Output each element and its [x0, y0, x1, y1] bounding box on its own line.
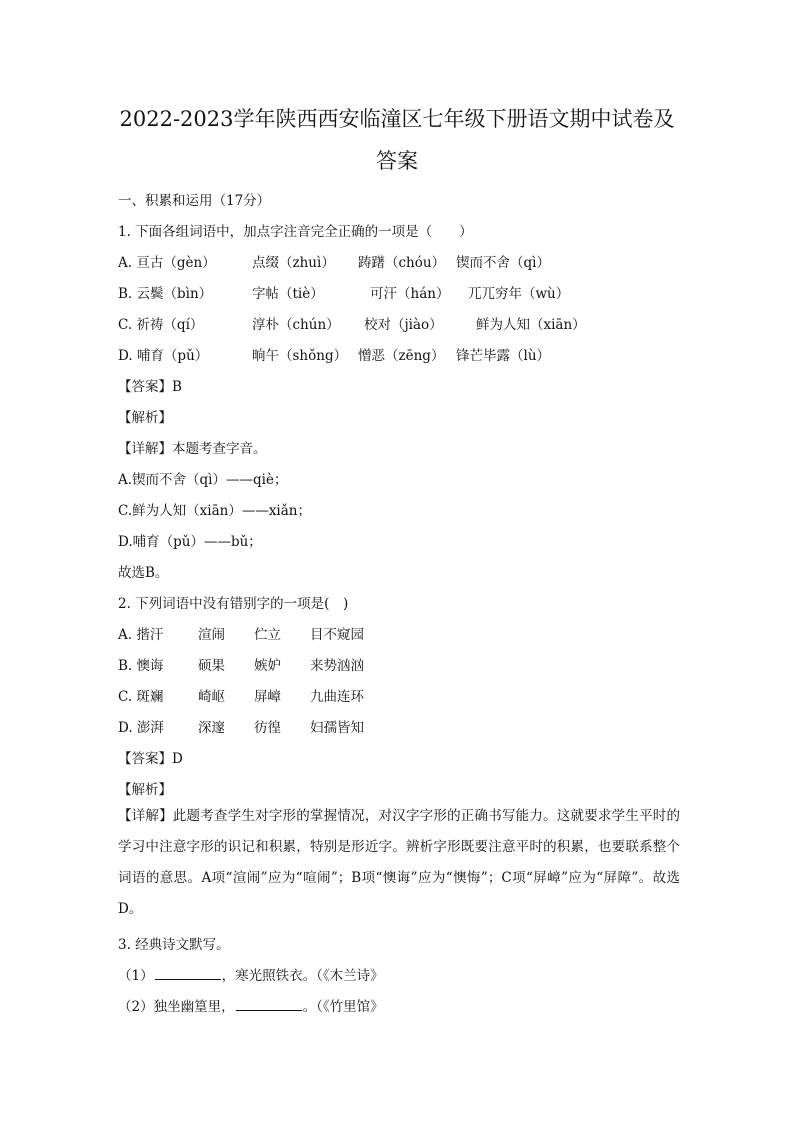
- q1-note: A.锲而不舍（qì）——qiè；: [118, 472, 288, 488]
- document-title: [100, 98, 694, 182]
- q1-option-b: [118, 282, 569, 302]
- q2-option-a: [118, 623, 364, 643]
- q1-detail: 【详解】本题考查字音。: [118, 441, 267, 457]
- item-text-after: ，寒光照铁衣。（《木兰诗》: [221, 968, 384, 984]
- q1-option-a: [118, 251, 550, 271]
- option-term: B. 懊诲: [118, 658, 164, 674]
- fill-blank[interactable]: [155, 967, 221, 980]
- q3-stem: 3. 经典诗文默写。: [118, 937, 230, 953]
- option-term: 伫立: [254, 627, 281, 643]
- option-term: D. 澎湃: [118, 720, 164, 736]
- item-number: （2）: [118, 999, 154, 1015]
- q2-detail-paragraph: 【详解】此题考查学生对字形的掌握情况，对汉字字形的正确书写能力。这就要求学生平时的学习中注意字形的识记和积累，特别是形近字。辨析字形既要注意平时的积累，也要联系整个词语的意思。A项“渲闹”应为“喧闹”；B项“懊诲”应为“懊悔”；C项“屏嶂”应为“屏障”。故选D。: [118, 808, 680, 917]
- option-term: 深邃: [198, 720, 225, 736]
- q2-stem: 2. 下列词语中没有错别字的一项是( ): [118, 596, 349, 612]
- option-term: 校对（jiào）: [364, 317, 443, 333]
- q1-stem: 1. 下面各组词语中，加点字注音完全正确的一项是（ ）: [118, 224, 473, 240]
- q2-option-b: [118, 654, 364, 674]
- option-term: 妇孺皆知: [310, 720, 364, 736]
- q2-answer: 【答案】D: [118, 751, 183, 767]
- q3-item-1: [118, 964, 384, 984]
- q1-option-c: [118, 313, 586, 333]
- option-term: 九曲连环: [310, 689, 364, 705]
- option-term: 字帖（tiè）: [252, 286, 324, 302]
- q1-option-d: [118, 344, 550, 364]
- option-term: 憎恶（zēng）: [358, 348, 445, 364]
- option-term: 嫉妒: [254, 658, 281, 674]
- option-term: 硕果: [198, 658, 225, 674]
- option-term: C. 斑斓: [118, 689, 164, 705]
- option-term: B. 云鬓（bìn）: [118, 286, 213, 302]
- q1-note: C.鲜为人知（xiān）——xiǎn；: [118, 503, 311, 519]
- q1-note: D.哺育（pǔ）——bǔ；: [118, 534, 262, 550]
- option-term: A. 揩汗: [118, 627, 164, 643]
- q3-item-2: [118, 995, 384, 1015]
- option-term: 目不窥园: [310, 627, 364, 643]
- section-heading: 一、积累和运用（17分）: [118, 193, 271, 209]
- option-term: 踌躇（chóu）: [358, 255, 446, 271]
- option-term: 兀兀穷年（wù）: [468, 286, 570, 302]
- option-term: 屏嶂: [254, 689, 281, 705]
- option-term: 点缀（zhuì）: [252, 255, 335, 271]
- option-term: 崎岖: [198, 689, 225, 705]
- option-term: 淳朴（chún）: [252, 317, 340, 333]
- title-line-2: 答案: [376, 149, 418, 173]
- item-number: （1）: [118, 968, 154, 984]
- option-term: 鲜为人知（xiān）: [476, 317, 586, 333]
- q1-answer: 【答案】B: [118, 379, 182, 395]
- option-term: A. 亘古（gèn）: [118, 255, 216, 271]
- q1-analysis-label: 【解析】: [118, 410, 172, 426]
- option-term: 彷徨: [254, 720, 281, 736]
- option-term: D. 哺育（pǔ）: [118, 348, 209, 364]
- option-term: 锲而不舍（qì）: [456, 255, 550, 271]
- option-term: 可汗（hán）: [370, 286, 450, 302]
- q2-option-c: [118, 685, 364, 705]
- option-term: C. 祈祷（qí）: [118, 317, 204, 333]
- item-text-before: 独坐幽篁里，: [153, 999, 235, 1015]
- q2-analysis-label: 【解析】: [118, 782, 172, 798]
- option-term: 晌午（shǒng）: [252, 348, 348, 364]
- q1-note: 故选B。: [118, 565, 169, 581]
- item-text-after: 。（《竹里馆》: [302, 999, 384, 1015]
- title-line-1: 2022-2023学年陕西西安临潼区七年级下册语文期中试卷及: [119, 107, 675, 131]
- option-term: 来势汹汹: [310, 658, 364, 674]
- fill-blank[interactable]: [236, 998, 302, 1011]
- option-term: 锋芒毕露（lù）: [456, 348, 551, 364]
- option-term: 渲闹: [198, 627, 225, 643]
- q2-option-d: [118, 716, 364, 736]
